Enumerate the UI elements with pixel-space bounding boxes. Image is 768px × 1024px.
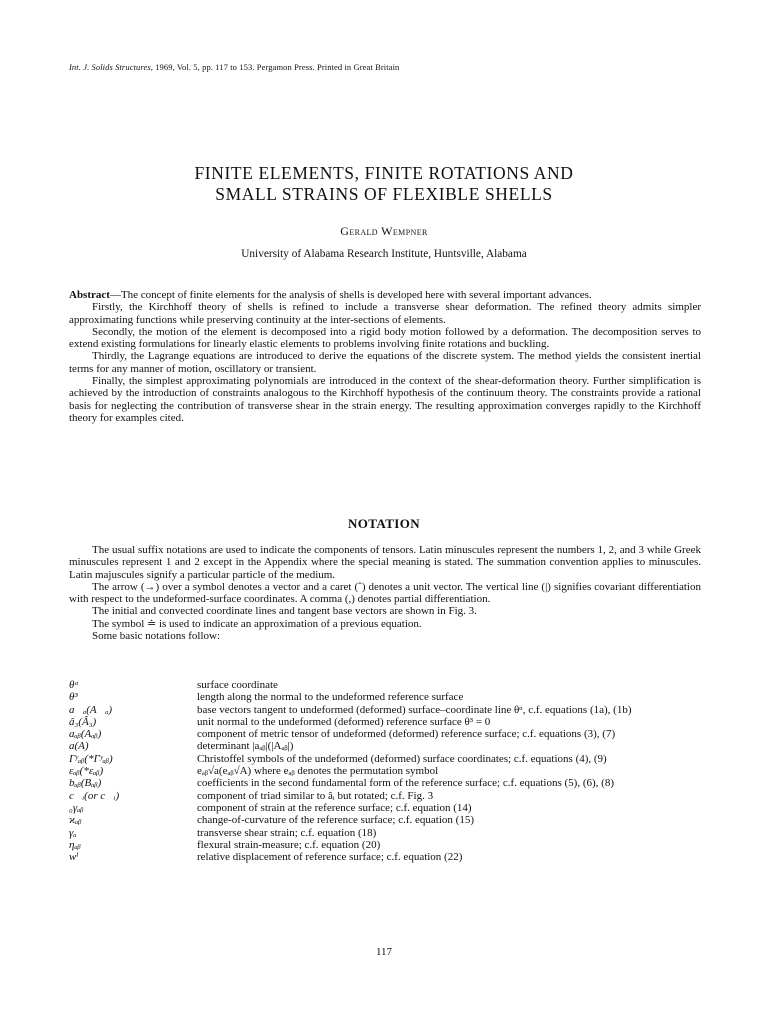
notation-item (69, 802, 701, 814)
abstract-paragraph-4: Thirdly, the Lagrange equations are introduced to derive the equations of the discrete system. The method yields the consistent inertial terms for any manner of motion, oscillatory or transient. (69, 350, 701, 375)
journal-name: Int. J. Solids Structures, (69, 62, 153, 72)
notation-item (69, 716, 701, 728)
notation-description: unit normal to the undeformed (deformed) reference surface θ³ = 0 (197, 715, 491, 728)
page-number: 117 (375, 946, 393, 958)
notation-item (69, 728, 701, 740)
notation-item (69, 851, 701, 863)
notation-paragraph-1: The usual suffix notations are used to indicate the components of tensors. Latin minuscules represent the numbers 1, 2, and 3 while Greek minuscules represent 1 and 2 except in the Appendix where the special meaning is stated. The summation convention applies to minuscules. Latin majuscules signify a particular particle of the medium. (69, 544, 701, 581)
abstract-paragraph-1 (69, 289, 701, 301)
notation-symbol: Γʸₐᵦ(*Γʸₐᵦ) (69, 752, 113, 765)
notation-description: component of metric tensor of undeformed (deformed) reference surface; c.f. equations (3), (7) (197, 728, 616, 741)
notation-item (69, 753, 701, 765)
notation-list (69, 679, 701, 863)
notation-description: change-of-curvature of the reference surface; c.f. equation (15) (197, 814, 474, 827)
notation-item (69, 740, 701, 752)
notation-symbol: wⁱ (69, 851, 79, 864)
notation-description: Christoffel symbols of the undeformed (deformed) surface coordinates; c.f. equations (4), (9) (197, 752, 607, 765)
notation-description: flexural strain-measure; c.f. equation (20) (197, 838, 381, 851)
notation-symbol: c⃗ᵢ(or c⃗ᵢ) (69, 789, 120, 802)
notation-description: component of triad similar to âᵢ but rotated; c.f. Fig. 3 (197, 789, 434, 802)
notation-symbol: a⃗ₐ(A⃗ₐ) (69, 703, 113, 716)
notation-symbol: ηₐᵦ (69, 838, 81, 851)
notation-symbol: γₐ (69, 826, 77, 839)
title-line-2: SMALL STRAINS OF FLEXIBLE SHELLS (215, 184, 553, 204)
abstract-paragraph-2: Firstly, the Kirchhoff theory of shells is refined to include a transverse shear deformation. The refined theory admits simpler approximating functions while preserving continuity at the inter-sections of elements. (69, 301, 701, 326)
notation-description: surface coordinate (197, 679, 278, 691)
notation-paragraph-2: The arrow (→) over a symbol denotes a vector and a caret (ˆ) denotes a unit vector. The vertical line (|) signifies covariant differentiation with respect to the undeformed-surface coordinates. A comma (,) denotes partial differentiation. (69, 580, 701, 606)
notation-item (69, 777, 701, 789)
abstract-lead: Abstract (69, 289, 110, 301)
notation-intro (69, 544, 701, 642)
journal-citation (69, 62, 399, 72)
notation-paragraph-5: Some basic notations follow: (92, 630, 221, 643)
notation-description: base vectors tangent to undeformed (deformed) surface–coordinate line θᵅ, c.f. equations (1a), (1b) (197, 703, 632, 716)
notation-symbol: aₐᵦ(Aₐᵦ) (69, 728, 102, 741)
notation-description: coefficients in the second fundamental form of the reference surface; c.f. equations (5), (6), (8) (197, 777, 615, 790)
notation-description: component of strain at the reference surface; c.f. equation (14) (197, 801, 472, 814)
abstract-paragraph-5: Finally, the simplest approximating polynomials are introduced in the context of the shear-deformation theory. Further simplification is achieved by the introduction of constraints analogous to the Kirchhoff hypothesis of the continuum theory. The constraints provide a rational basis for neglecting the contribution of transverse shear in the strain energy. The resulting approximation converges rapidly to the Kirchhoff theory for examples cited. (69, 375, 701, 424)
notation-symbol: ϰₐᵦ (69, 814, 82, 827)
abstract (69, 289, 701, 424)
title-line-1: FINITE ELEMENTS, FINITE ROTATIONS AND (194, 163, 574, 183)
notation-description: relative displacement of reference surface; c.f. equation (22) (197, 851, 463, 864)
paper-title (0, 163, 768, 205)
notation-symbol: θᵅ (69, 679, 79, 691)
notation-description: determinant |aₐᵦ|(|Aₐᵦ|) (197, 740, 294, 753)
notation-item (69, 839, 701, 851)
notation-item (69, 765, 701, 777)
notation-item (69, 704, 701, 716)
notation-item (69, 790, 701, 802)
notation-symbol: a(A) (69, 740, 89, 753)
author-name: Gerald Wempner (340, 224, 428, 238)
notation-description: eₐᵦ√a(eₐᵦ√A) where eₐᵦ denotes the permutation symbol (197, 765, 439, 778)
author-affiliation: University of Alabama Research Institute, Huntsville, Alabama (241, 248, 527, 260)
notation-description: length along the normal to the undeformed reference surface (197, 691, 464, 704)
citation-details: 1969, Vol. 5, pp. 117 to 153. Pergamon Press. Printed in Great Britain (152, 62, 400, 72)
notation-item (69, 679, 701, 691)
notation-symbol: εₐᵦ(*εₐᵦ) (69, 765, 104, 778)
notation-description: transverse shear strain; c.f. equation (18) (197, 826, 377, 839)
abstract-p1-text: —The concept of finite elements for the analysis of shells is developed here with several important advances. (109, 289, 592, 301)
notation-item (69, 814, 701, 826)
notation-symbol: θ³ (69, 691, 78, 704)
notation-symbol: â₃(Â₃) (69, 715, 97, 728)
notation-symbol: ₀γₐᵦ (69, 801, 84, 814)
notation-item (69, 827, 701, 839)
notation-paragraph-4: The symbol ≐ is used to indicate an approximation of a previous equation. (92, 617, 422, 630)
notation-heading: NOTATION (347, 516, 421, 531)
notation-symbol: bₐᵦ(Bₐᵦ) (69, 777, 102, 790)
notation-item (69, 691, 701, 703)
notation-paragraph-3: The initial and convected coordinate lines and tangent base vectors are shown in Fig. 3. (92, 605, 477, 618)
abstract-paragraph-3: Secondly, the motion of the element is decomposed into a rigid body motion followed by a deformation. The decomposition serves to extend existing formulations for linearly elastic elements to problems involving finite rotations and buckling. (69, 325, 701, 351)
